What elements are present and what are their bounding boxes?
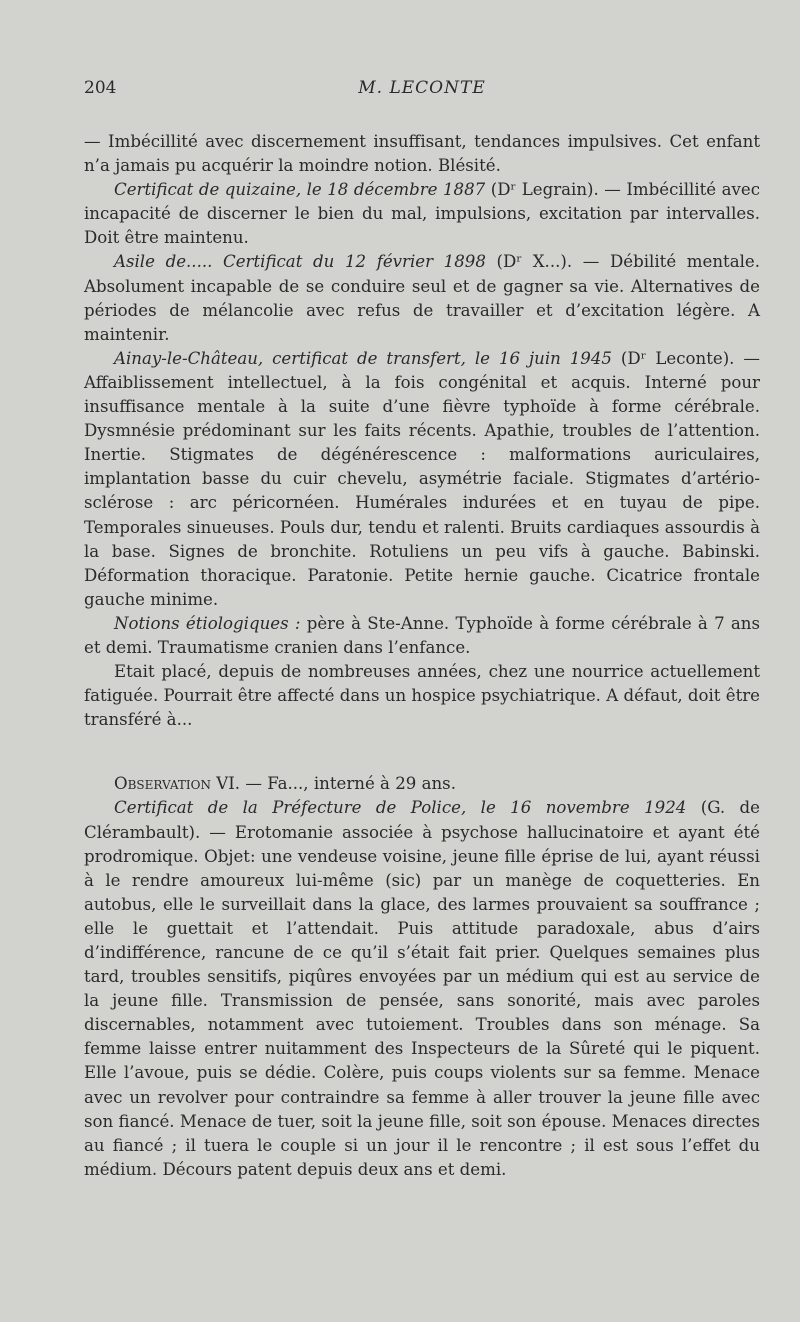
paragraph-text: père à Ste-Anne. Typhoïde à forme cérébrale à 7 ans et demi. Traumatisme cranien dans l’enfance. bbox=[84, 613, 760, 657]
paragraph-text: — Imbécillité avec discernement insuffisant, tendances impulsives. Cet enfant n’a jamais pu acquérir la moindre notion. Blésité. bbox=[84, 132, 760, 176]
page-number: 204 bbox=[84, 78, 117, 98]
observation-subtitle: — Fa..., interné à 29 ans. bbox=[240, 774, 456, 794]
paragraph-text: (G. de Clérambault). — Erotomanie associée à psychose hallucinatoire et ayant été prodromique. Objet: une vendeuse voisine, jeune fille éprise de lui, ayant réussi à le rendre amoureux lui-même (sic) par un manège de coquetteries. En autobus, elle le surveillait dans la glace, des larmes prouvaient sa souffrance ; elle le guettait et l’attendait. Puis attitude paradoxale, abus d’airs d’indifférence, rancune de ce qu’il s’était fait prier. Quelques semaines plus tard, troubles sensitifs, piqûres envoyées par un médium qui est au service de la jeune fille. Transmission de pensée, sans sonorité, mais avec paroles discernables, notamment avec tutoiement. Troubles dans son ménage. Sa femme laisse entrer nuitamment des Inspecteurs de la Sûreté qui le piquent. Elle l’avoue, puis se dédie. Colère, puis coups violents sur sa femme. Menace avec un revolver pour contraindre sa femme à aller trouver la jeune fille avec son fiancé. Menace de tuer, soit la jeune fille, soit son épouse. Menaces directes au fiancé ; il tuera le couple si un jour il le rencontre ; il est sous l’effet du médium. Décours patent depuis deux ans et demi. bbox=[84, 798, 760, 1179]
certificate-heading: Ainay-le-Château, certificat de transfert, le 16 juin 1945 bbox=[114, 348, 612, 368]
certificate-heading: Asile de..... Certificat du 12 février 1898 bbox=[114, 252, 486, 272]
paragraph-text: (Dʳ Leconte). — Affaiblissement intellectuel, à la fois congénital et acquis. Interné pour insuffisance mentale à la suite d’une fièvre typhoïde à forme cérébrale. Dysmnésie prédominant sur les faits récents. Apathie, troubles de l’attention. Inertie. Stigmates de dégénérescence : malformations auriculaires, implantation basse du cuir chevelu, asymétrie faciale. Stigmates d’artério-sclérose : arc péricornéen. Humérales indurées et en tuyau de pipe. Temporales sinueuses. Pouls dur, tendu et ralenti. Bruits cardiaques assourdis à la base. Signes de bronchite. Rotuliens un peu vifs à gauche. Babinski. Déformation thoracique. Paratonie. Petite hernie gauche. Cicatrice frontale gauche minime. bbox=[84, 348, 760, 609]
paragraph bbox=[84, 347, 760, 612]
paragraph bbox=[84, 250, 760, 346]
certificate-heading: Certificat de la Préfecture de Police, le 16 novembre 1924 bbox=[114, 798, 687, 818]
paragraph-text: (Dʳ Legrain). — Imbécillité avec incapacité de discerner le bien du mal, impulsions, excitation par intervalles. Doit être maintenu. bbox=[84, 180, 760, 248]
paragraph-text: Etait placé, depuis de nombreuses années, chez une nourrice actuellement fatiguée. Pourrait être affecté dans un hospice psychiatrique. A défaut, doit être transféré à... bbox=[84, 662, 760, 730]
section-lead: Notions étiologiques : bbox=[114, 613, 301, 633]
certificate-heading: Certificat de quizaine, le 18 décembre 1887 bbox=[114, 180, 486, 200]
body-text bbox=[84, 130, 760, 1182]
observation-heading-paragraph bbox=[84, 772, 760, 796]
paragraph bbox=[84, 660, 760, 732]
observation-title: Observation VI. bbox=[114, 774, 241, 794]
paragraph bbox=[84, 796, 760, 1182]
paragraph bbox=[84, 178, 760, 250]
paragraph bbox=[84, 130, 760, 178]
paragraph-text: (Dʳ X...). — Débilité mentale. Absolument incapable de se conduire seul et de gagner sa vie. Alternatives de périodes de mélancolie avec refus de travailler et d’excitation légère. A maintenir. bbox=[84, 252, 760, 344]
running-title: M. LECONTE bbox=[358, 78, 486, 98]
running-header bbox=[84, 78, 760, 108]
paragraph bbox=[84, 612, 760, 660]
